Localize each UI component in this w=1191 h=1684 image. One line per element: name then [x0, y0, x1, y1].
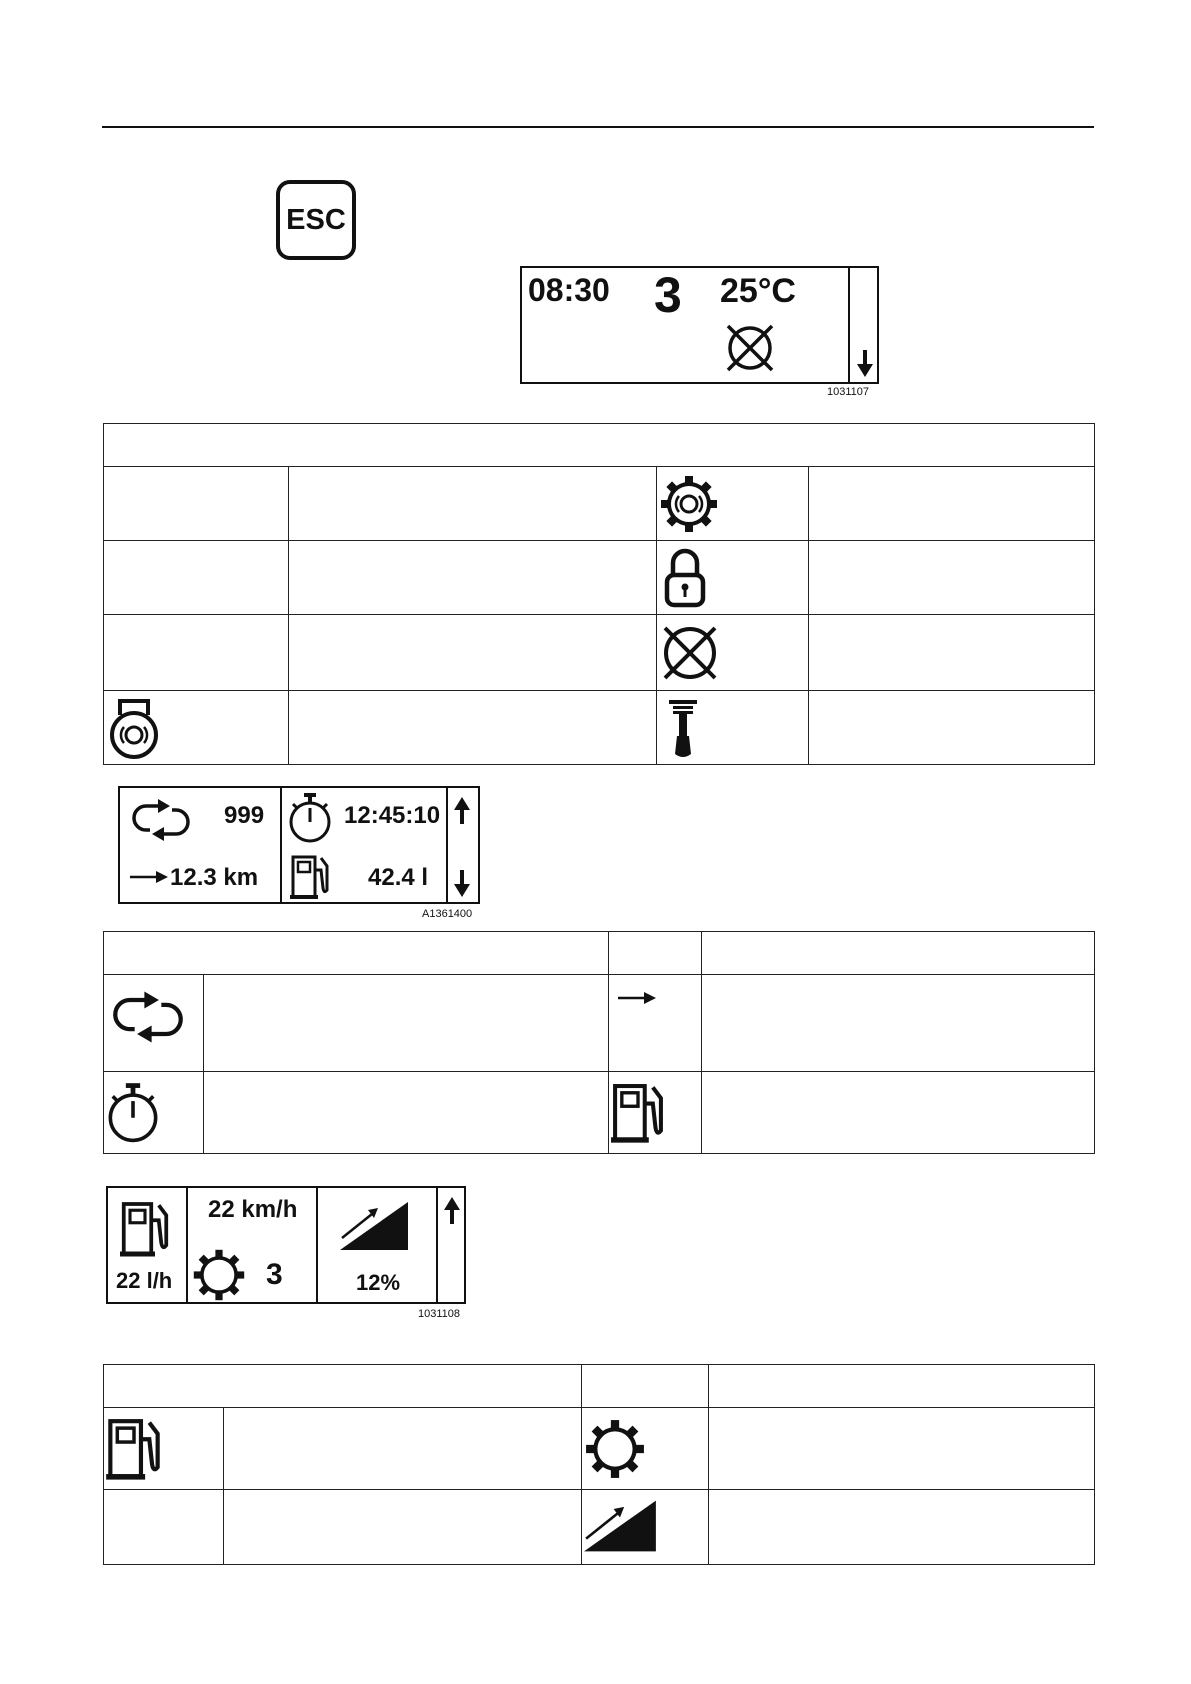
table2-header-row [104, 932, 1095, 975]
scroll-divider [436, 1188, 438, 1304]
gear-number: 3 [266, 1258, 283, 1291]
table-row [104, 541, 1095, 615]
arrow-up-icon [444, 1196, 460, 1224]
table-row [104, 1490, 1095, 1565]
figure-code-3: 1031108 [418, 1308, 461, 1320]
display-divider [316, 1188, 318, 1304]
indicator-table-2 [103, 931, 1095, 1154]
crossed-circle-icon [724, 324, 776, 372]
fuel-used: 42.4 l [368, 864, 429, 891]
display-trip-screen [118, 786, 480, 904]
scroll-divider [848, 268, 850, 384]
scroll-divider [446, 788, 448, 904]
table-row [104, 467, 1095, 541]
display-main-screen [520, 266, 879, 384]
table-row [104, 691, 1095, 765]
arrow-right-icon [617, 991, 657, 1005]
esc-key [276, 180, 356, 260]
indicator-table-1 [103, 423, 1095, 765]
display-divider [280, 788, 282, 904]
display-gear: 3 [654, 267, 682, 323]
header-rule [102, 126, 1094, 128]
trip-distance: 12.3 km [170, 864, 259, 891]
display-temperature: 25°C [720, 272, 796, 310]
table-row [104, 1408, 1095, 1490]
cycle-arrows-icon [128, 798, 194, 842]
stopwatch-icon [106, 1082, 160, 1144]
display-time: 08:30 [528, 272, 610, 308]
esc-key-label: ESC [286, 203, 346, 236]
table-row [104, 1072, 1095, 1154]
arrow-right-icon [130, 870, 168, 884]
gear-icon [192, 1248, 246, 1302]
figure-code-1: 1031107 [827, 386, 870, 398]
pedal-icon [663, 696, 707, 760]
arrow-up-icon [454, 796, 470, 824]
indicator-table-3 [103, 1364, 1095, 1565]
engine-brake-icon [106, 695, 162, 761]
crossed-circle-icon [659, 622, 721, 684]
vehicle-speed: 22 km/h [208, 1196, 298, 1223]
table-row [104, 975, 1095, 1072]
gear-icon [584, 1418, 646, 1480]
incline-icon [584, 1500, 658, 1554]
table3-header-row [104, 1365, 1095, 1408]
cycle-arrows-icon [108, 989, 188, 1045]
fuel-rate: 22 l/h [116, 1268, 173, 1293]
incline-icon [340, 1202, 410, 1252]
stopwatch-icon [288, 792, 332, 844]
display-operation-screen [106, 1186, 466, 1304]
display-divider [186, 1188, 188, 1304]
incline-percent: 12% [356, 1270, 401, 1295]
padlock-icon [663, 547, 707, 609]
table1-header [104, 424, 1095, 467]
table-row [104, 615, 1095, 691]
arrow-down-icon [857, 350, 873, 378]
table1-header-row [104, 424, 1095, 467]
figure-code-2: A1361400 [422, 908, 473, 920]
fuel-pump-icon [290, 854, 330, 900]
elapsed-time: 12:45:10 [344, 802, 441, 829]
fuel-pump-icon [120, 1200, 170, 1258]
cycle-count: 999 [224, 802, 265, 829]
gear-brake-icon [659, 474, 719, 534]
arrow-down-icon [454, 870, 470, 898]
fuel-pump-icon [106, 1417, 162, 1481]
fuel-pump-icon [611, 1082, 665, 1144]
